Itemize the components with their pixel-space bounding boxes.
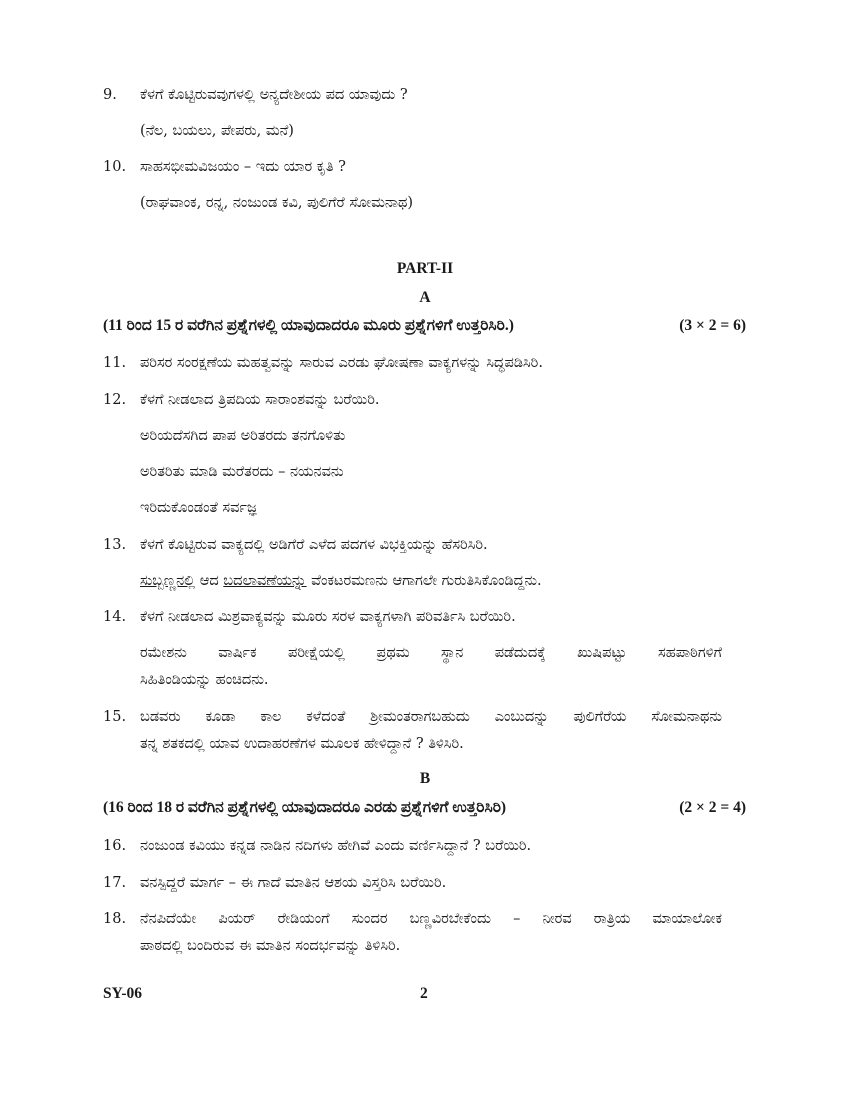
question-14-number: 14. [103, 609, 127, 625]
question-17-number: 17. [103, 875, 127, 891]
question-18-line-2: ಪಾಠದಲ್ಲಿ ಬಂದಿರುವ ಈ ಮಾತಿನ ಸಂದರ್ಭವನ್ನು ತಿಳಿಸಿರಿ. [140, 938, 401, 954]
question-15-line-1: ಬಡವರು ಕೂಡಾ ಕಾಲ ಕಳೆದಂತೆ ಶ್ರೀಮಂತರಾಗಬಹುದು ಎಂಬುದನ್ನು ಪುಲಿಗೆರೆಯ ಸೋಮನಾಥನು [140, 709, 722, 725]
section-b-marks: (2 × 2 = 4) [679, 799, 746, 816]
question-15-number: 15. [103, 709, 127, 725]
paper-code: SY-06 [103, 985, 143, 1002]
section-a-marks: (3 × 2 = 6) [679, 317, 746, 334]
underlined-word-1: ಸುಬ್ಬಣ್ಣನಲ್ಲಿ [140, 573, 196, 589]
tripadi-line-3: ಇರಿದುಕೊಂಡಂತೆ ಸರ್ವಜ್ಞ [140, 500, 257, 516]
question-18-line-1: ನೆನಪಿದೆಯೇ ಪಿಯರ್ ರೇಡಿಯಂಗೆ ಸುಂದರ ಬಣ್ಣವಿರಬೇಕೆಂದು – ನೀರವ ರಾತ್ರಿಯ ಮಾಯಾಲೋಕ [140, 911, 722, 927]
page-number: 2 [420, 985, 428, 1002]
question-17-text: ವನಸ್ಪಿದ್ದರೆ ಮಾರ್ಗ – ಈ ಗಾದೆ ಮಾತಿನ ಆಶಯ ವಿಸ್ತರಿಸಿ ಬರೆಯಿರಿ. [140, 875, 447, 891]
question-13-text: ಕೆಳಗೆ ಕೊಟ್ಟಿರುವ ವಾಕ್ಯದಲ್ಲಿ ಅಡಿಗೆರೆ ಎಳೆದ ಪದಗಳ ವಿಭಕ್ತಿಯನ್ನು ಹೆಸರಿಸಿರಿ. [140, 537, 488, 553]
section-b-instruction: (16 ರಿಂದ 18 ರ ವರೆಗಿನ ಪ್ರಶ್ನೆಗಳಲ್ಲಿ ಯಾವುದಾದರೂ ಎರಡು ಪ್ರಶ್ನೆಗಳಿಗೆ ಉತ್ತರಿಸಿರಿ) [103, 799, 507, 816]
question-14-paragraph-line-1: ರಮೇಶನು ವಾರ್ಷಿಕ ಪರೀಕ್ಷೆಯಲ್ಲಿ ಪ್ರಥಮ ಸ್ಥಾನ ಪಡೆದುದಕ್ಕೆ ಖುಷಿಪಟ್ಟು ಸಹಪಾಠಿಗಳಿಗೆ [140, 645, 722, 661]
part-heading: PART-II [396, 260, 454, 277]
question-18-number: 18. [103, 911, 127, 927]
question-13-sentence [140, 570, 542, 592]
section-a-heading: A [419, 289, 431, 306]
question-13-number: 13. [103, 537, 127, 553]
question-12-text: ಕೆಳಗೆ ನೀಡಲಾದ ತ್ರಿಪದಿಯ ಸಾರಾಂಶವನ್ನು ಬರೆಯಿರಿ. [140, 392, 380, 408]
question-14-text: ಕೆಳಗೆ ನೀಡಲಾದ ಮಿಶ್ರವಾಕ್ಯವನ್ನು ಮೂರು ಸರಳ ವಾಕ್ಯಗಳಾಗಿ ಪರಿವರ್ತಿಸಿ ಬರೆಯಿರಿ. [140, 609, 516, 625]
question-11-text: ಪರಿಸರ ಸಂರಕ್ಷಣೆಯ ಮಹತ್ವವನ್ನು ಸಾರುವ ಎರಡು ಘೋಷಣಾ ವಾಕ್ಯಗಳನ್ನು ಸಿದ್ಧಪಡಿಸಿರಿ. [140, 355, 543, 371]
question-9-text: ಕೆಳಗೆ ಕೊಟ್ಟಿರುವವುಗಳಲ್ಲಿ ಅನ್ಯದೇಶೀಯ ಪದ ಯಾವುದು ? [140, 87, 408, 103]
tripadi-line-2: ಅರಿತರಿತು ಮಾಡಿ ಮರೆತರದು – ನಯನವನು [140, 464, 344, 480]
question-10-number: 10. [103, 159, 127, 175]
tripadi-line-1: ಅರಿಯದೆಸಗಿದ ಪಾಪ ಅರಿತರದು ತನಗೊಳಿತು [140, 428, 346, 444]
section-b-heading: B [419, 770, 431, 787]
question-14-paragraph-line-2: ಸಿಹಿತಿಂಡಿಯನ್ನು ಹಂಚಿದನು. [140, 672, 269, 688]
question-16-number: 16. [103, 838, 127, 854]
underlined-word-2: ಬದಲಾವಣೆಯನ್ನು [223, 573, 307, 589]
section-a-instruction: (11 ರಿಂದ 15 ರ ವರೆಗಿನ ಪ್ರಶ್ನೆಗಳಲ್ಲಿ ಯಾವುದಾದರೂ ಮೂರು ಪ್ರಶ್ನೆಗಳಿಗೆ ಉತ್ತರಿಸಿರಿ.) [103, 317, 514, 334]
sentence-part-4: ವೆಂಕಟರಮಣನು ಆಗಾಗಲೇ ಗುರುತಿಸಿಕೊಂಡಿದ್ದನು. [306, 573, 542, 589]
question-9-options: (ನೆಲ, ಬಯಲು, ಪೇಪರು, ಮನೆ) [140, 123, 294, 139]
question-9-number: 9. [103, 87, 117, 103]
question-11-number: 11. [103, 355, 127, 371]
sentence-part-2: ಆದ [195, 573, 224, 589]
question-12-number: 12. [103, 392, 127, 408]
question-10-text: ಸಾಹಸಭೀಮವಿಜಯಂ – ಇದು ಯಾರ ಕೃತಿ ? [140, 159, 346, 175]
question-15-line-2: ತನ್ನ ಶತಕದಲ್ಲಿ ಯಾವ ಉದಾಹರಣೆಗಳ ಮೂಲಕ ಹೇಳಿದ್ದಾನೆ ? ತಿಳಿಸಿರಿ. [140, 736, 464, 752]
question-10-options: (ರಾಘವಾಂಕ, ರನ್ನ, ನಂಜುಂಡ ಕವಿ, ಪುಲಿಗೆರೆ ಸೋಮನಾಥ) [140, 195, 414, 211]
question-16-text: ನಂಜುಂಡ ಕವಿಯು ಕನ್ನಡ ನಾಡಿನ ನದಿಗಳು ಹೇಗಿವೆ ಎಂದು ವರ್ಣಿಸಿದ್ದಾನೆ ? ಬರೆಯಿರಿ. [140, 838, 532, 854]
